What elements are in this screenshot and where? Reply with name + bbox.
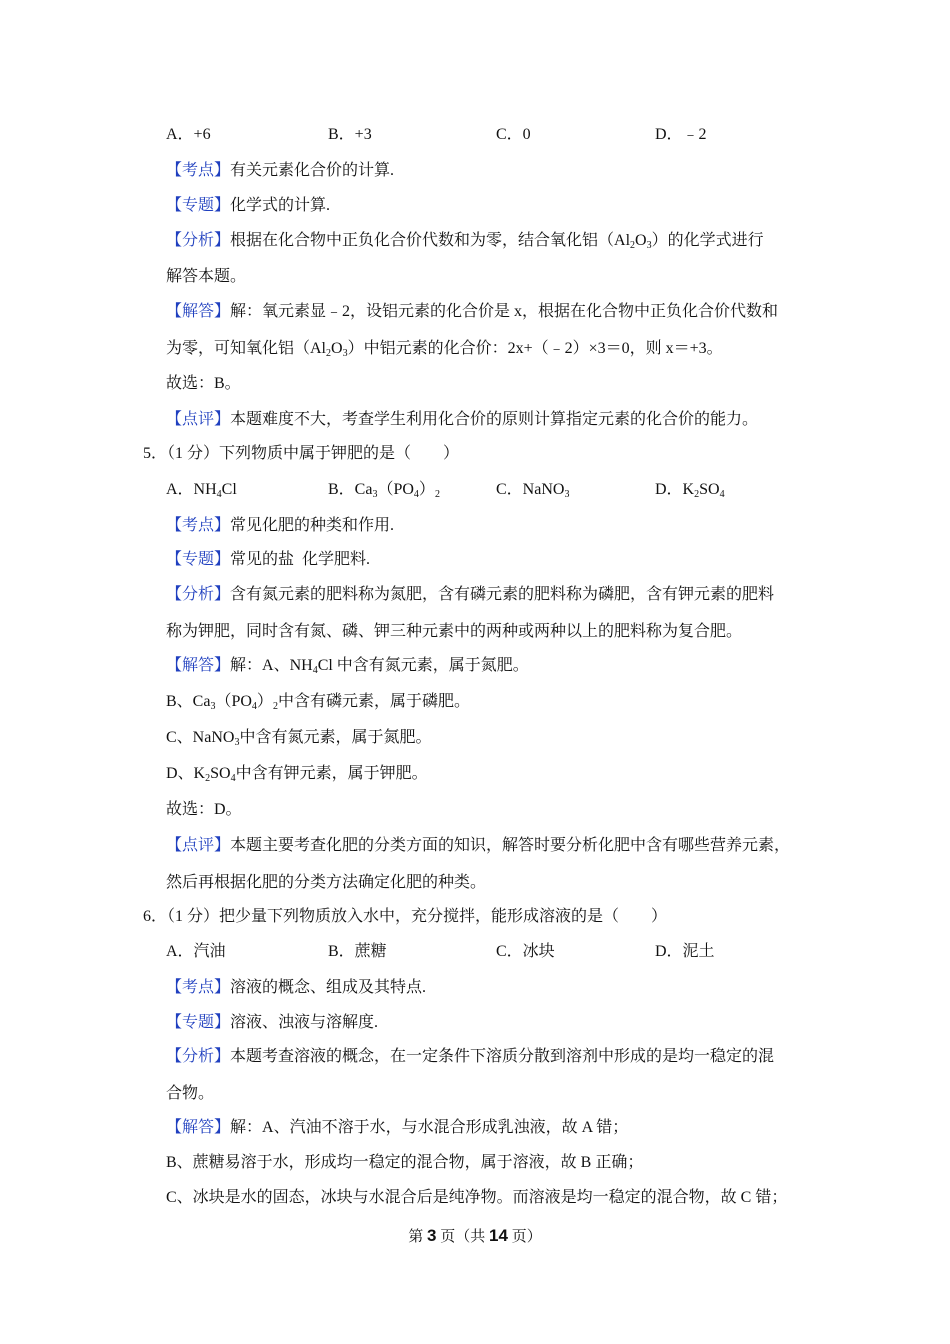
q5-option-c: C．NaNO$_3$ [496,481,570,500]
q4-fenxi-cont: 解答本题。 [166,268,247,285]
q6-fenxi: 【分析】本题考查溶液的概念，在一定条件下溶质分散到溶剂中形成的是均一稳定的混 [166,1048,775,1065]
jieda-tag: 【解答】 [166,1119,231,1136]
q5-option-a: A．$NH_4Cl$ [166,481,237,500]
q5-fenxi: 【分析】含有氮元素的肥料称为氮肥，含有磷元素的肥料称为磷肥，含有钾元素的肥料 [166,586,775,603]
q6-option-c: C．冰块 [496,943,555,960]
dianping-tag: 【点评】 [166,837,231,854]
q6-kaodian: 【考点】溶液的概念、组成及其特点. [166,979,427,996]
q5-kaodian: 【考点】常见化肥的种类和作用. [166,517,395,534]
q6-stem: 6．（1 分）把少量下列物质放入水中，充分搅拌，能形成溶液的是（ ） [143,908,668,925]
page-total: 14 [489,1226,508,1245]
q6-jieda: 【解答】解：A、汽油不溶于水，与水混合形成乳浊液，故 A 错； [166,1119,629,1136]
dianping-tag: 【点评】 [166,411,231,428]
q4-jieda: 【解答】解：氧元素显﹣2，设铝元素的化合价是 x，根据在化合物中正负化合价代数和 [166,303,779,320]
jieda-tag: 【解答】 [166,657,231,674]
q4-option-d: D．﹣2 [655,126,707,143]
q4-zhuanti: 【专题】化学式的计算. [166,197,331,214]
q5-option-d: D．$K_2SO_4$ [655,481,725,500]
q4-fenxi: 【分析】根据在化合物中正负化合价代数和为零，结合氧化铝$(Al_2O_3)$的化学式进行 [166,232,764,251]
q4-option-c: C．0 [496,126,531,143]
fenxi-tag: 【分析】 [166,586,231,603]
q5-dianping: 【点评】本题主要考查化肥的分类方面的知识，解答时要分析化肥中含有哪些营养元素， [166,837,791,854]
q5-jieda-d: D、$K_2SO_4$中含有钾元素，属于钾肥。 [166,765,428,784]
q4-option-b: B．+3 [328,126,372,143]
q5-dianping-cont: 然后再根据化肥的分类方法确定化肥的种类。 [166,874,487,891]
q6-zhuanti: 【专题】溶液、浊液与溶解度. [166,1014,379,1031]
jieda-tag: 【解答】 [166,303,231,320]
q5-jieda-c: C、NaNO$_3$中含有氮元素，属于氮肥。 [166,729,432,748]
zhuanti-tag: 【专题】 [166,197,231,214]
q6-jieda-c: C、冰块是水的固态，冰块与水混合后是纯净物。而溶液是均一稳定的混合物，故 C 错； [166,1189,788,1206]
q4-answer: 故选：B。 [166,375,241,392]
q5-jieda-b: B、$Ca_3(PO_4)_2$中含有磷元素，属于磷肥。 [166,693,470,712]
kaodian-tag: 【考点】 [166,979,231,996]
q6-jieda-b: B、蔗糖易溶于水，形成均一稳定的混合物，属于溶液，故 B 正确； [166,1154,644,1171]
q5-option-b: B．$Ca_3(PO_4)_2$ [328,481,440,500]
q5-zhuanti: 【专题】常见的盐 化学肥料. [166,551,371,568]
q6-fenxi-cont: 合物。 [166,1085,215,1102]
page-number: 3 [427,1226,437,1245]
kaodian-tag: 【考点】 [166,517,231,534]
kaodian-tag: 【考点】 [166,162,231,179]
page-footer: 第 3 页（共 14 页） [408,1226,542,1245]
q4-option-a: A．+6 [166,126,211,143]
fenxi-tag: 【分析】 [166,1048,231,1065]
q5-answer: 故选：D。 [166,801,242,818]
q6-option-d: D．泥土 [655,943,715,960]
q4-jieda-cont: 为零，可知氧化铝$(Al_2O_3)$中铝元素的化合价：2x+（﹣2）×3＝0，则 x＝+3。 [166,340,723,359]
q6-option-b: B．蔗糖 [328,943,387,960]
q5-fenxi-cont: 称为钾肥，同时含有氮、磷、钾三种元素中的两种或两种以上的肥料称为复合肥。 [166,623,743,640]
zhuanti-tag: 【专题】 [166,551,231,568]
q4-dianping: 【点评】本题难度不大，考查学生利用化合价的原则计算指定元素的化合价的能力。 [166,411,759,428]
q4-kaodian: 【考点】有关元素化合价的计算. [166,162,395,179]
q6-option-a: A．汽油 [166,943,226,960]
q5-stem: 5．（1 分）下列物质中属于钾肥的是（ ） [143,445,460,462]
fenxi-tag: 【分析】 [166,232,231,249]
q5-jieda: 【解答】解：A、$NH_4Cl$ 中含有氮元素，属于氮肥。 [166,657,529,676]
zhuanti-tag: 【专题】 [166,1014,231,1031]
